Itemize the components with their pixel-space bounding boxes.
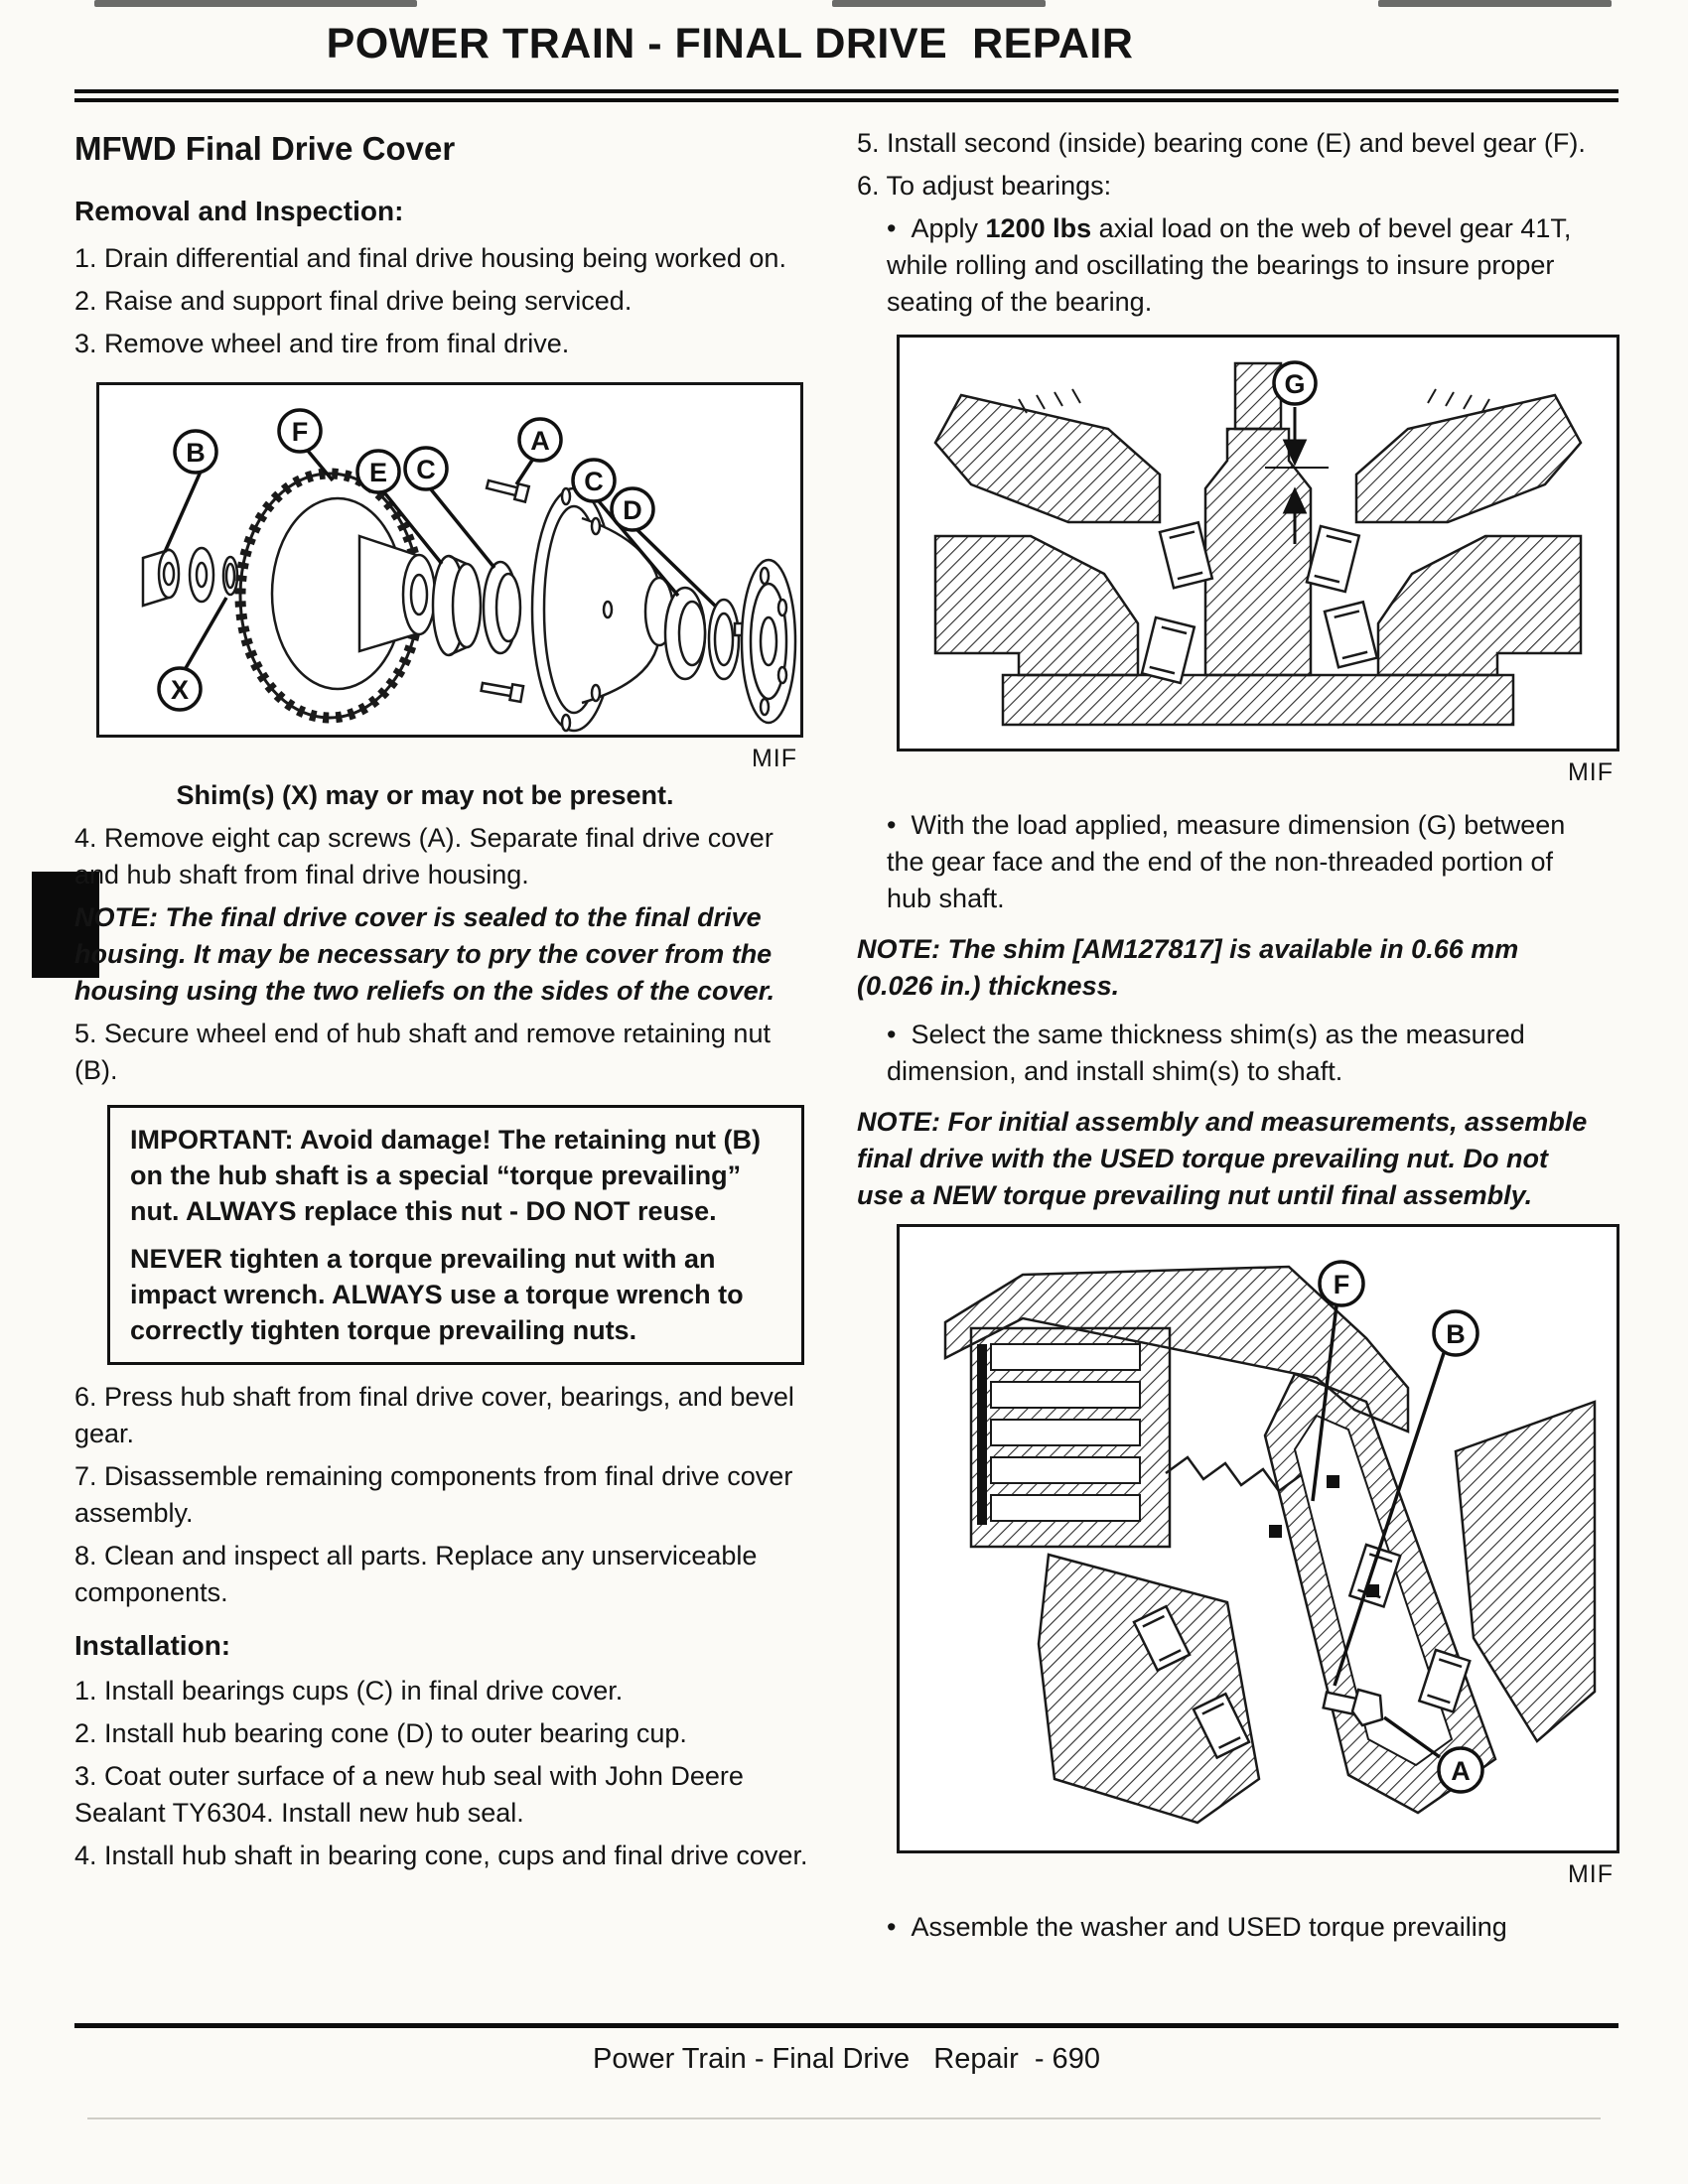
exploded-view-diagram	[99, 385, 800, 735]
removal-step-7: 7. Disassemble remaining components from final drive cover assembly.	[74, 1461, 793, 1528]
removal-step-1: 1. Drain differential and final drive housing being worked on.	[74, 243, 786, 273]
page-title: POWER TRAIN - FINAL DRIVE REPAIR	[326, 20, 1134, 68]
footer-divider	[74, 2023, 1618, 2028]
important-paragraph-1: IMPORTANT: Avoid damage! The retaining nut (B) on the hub shaft is a special “torque prevailing” nut. ALWAYS replace this nut - DO NOT reuse.	[130, 1125, 761, 1226]
bullet-marker: •	[887, 1020, 897, 1049]
figure-credit-mif: MIF	[1567, 758, 1614, 786]
header-divider	[74, 89, 1618, 107]
bullet-marker: •	[887, 810, 897, 840]
scan-artifact	[832, 0, 1046, 7]
install-step-1: 1. Install bearings cups (C) in final drive cover.	[74, 1676, 624, 1706]
scan-artifact-line	[87, 2117, 1601, 2119]
callout-letter: B	[1446, 1319, 1466, 1349]
note-used-nut: NOTE: For initial assembly and measurements, assemble final drive with the USED torque prevailing nut. Do not use a NEW torque prevailing nut until final assembly.	[857, 1107, 1588, 1210]
scan-artifact	[1378, 0, 1612, 7]
callout-letter: B	[186, 438, 206, 468]
bold-load-value: 1200 lbs	[985, 213, 1092, 243]
removal-step-6: 6. Press hub shaft from final drive cover, bearings, and bevel gear.	[74, 1382, 794, 1448]
bullet-measure-g: • With the load applied, measure dimension (G) between the gear face and the end of the non-threaded portion of hub shaft.	[887, 810, 1566, 913]
removal-step-2: 2. Raise and support final drive being serviced.	[74, 286, 633, 316]
installation-heading: Installation:	[74, 1630, 231, 1661]
callout-letter: E	[368, 458, 388, 487]
removal-step-8: 8. Clean and inspect all parts. Replace any unserviceable components.	[74, 1541, 758, 1607]
bullet-apply-load: • Apply 1200 lbs axial load on the web of bevel gear 41T, while rolling and oscillating the bearings to insure proper seating of the bearing.	[887, 213, 1572, 317]
left-column	[74, 117, 811, 1880]
removal-step-3: 3. Remove wheel and tire from final drive.	[74, 329, 570, 358]
bullet-marker: •	[887, 213, 897, 243]
bearing-adjust-cross-section-diagram	[900, 338, 1617, 749]
install-step-6: 6. To adjust bearings:	[857, 171, 1112, 201]
right-column	[857, 117, 1614, 1952]
final-assembly-cross-section-diagram	[900, 1227, 1617, 1850]
bullet-select-shim: • Select the same thickness shim(s) as the measured dimension, and install shim(s) to shaft.	[887, 1020, 1525, 1086]
scan-artifact	[94, 0, 417, 7]
figure-credit-mif: MIF	[1567, 1860, 1614, 1888]
figure-cross-section-assembled	[857, 1224, 1614, 1893]
figure-cross-section-g	[857, 335, 1614, 791]
callout-letter: G	[1284, 369, 1306, 399]
important-paragraph-2: NEVER tighten a torque prevailing nut with an impact wrench. ALWAYS use a torque wrench to correctly tighten torque prevailing nuts.	[130, 1244, 744, 1345]
removal-step-4: 4. Remove eight cap screws (A). Separate final drive cover and hub shaft from final drive housing.	[74, 823, 774, 889]
callout-letter: A	[530, 426, 550, 456]
note-shim: NOTE: The shim [AM127817] is available in 0.66 mm (0.026 in.) thickness.	[857, 934, 1519, 1001]
callout-letter: C	[416, 455, 436, 484]
install-step-3: 3. Coat outer surface of a new hub seal with John Deere Sealant TY6304. Install new hub seal.	[74, 1761, 744, 1828]
figure-caption: Shim(s) (X) may or may not be present.	[176, 780, 674, 810]
figure-exploded-view	[74, 382, 811, 777]
callout-letter: F	[291, 417, 309, 447]
figure-credit-mif: MIF	[751, 745, 797, 772]
note-cover-sealed: NOTE: The final drive cover is sealed to the final drive housing. It may be necessary to pry the cover from the housing using the two reliefs on the sides of the cover.	[74, 902, 775, 1006]
install-step-4: 4. Install hub shaft in bearing cone, cups and final drive cover.	[74, 1841, 808, 1870]
section-title: MFWD Final Drive Cover	[74, 130, 456, 167]
callout-letter: D	[623, 495, 642, 525]
footer-page-label: Power Train - Final Drive Repair - 690	[593, 2043, 1100, 2075]
bullet-marker: •	[887, 1912, 897, 1942]
callout-letter: A	[1451, 1756, 1471, 1786]
page-header	[74, 20, 1385, 68]
bullet-assemble-washer: • Assemble the washer and USED torque prevailing	[887, 1912, 1507, 1942]
callout-letter: C	[584, 467, 604, 496]
install-step-5: 5. Install second (inside) bearing cone (E) and bevel gear (F).	[857, 128, 1586, 158]
callout-letter: X	[170, 675, 190, 705]
install-step-2: 2. Install hub bearing cone (D) to outer bearing cup.	[74, 1718, 687, 1748]
important-box	[107, 1105, 804, 1365]
removal-step-5: 5. Secure wheel end of hub shaft and remove retaining nut (B).	[74, 1019, 771, 1085]
callout-letter: F	[1333, 1270, 1350, 1299]
removal-heading: Removal and Inspection:	[74, 196, 404, 226]
